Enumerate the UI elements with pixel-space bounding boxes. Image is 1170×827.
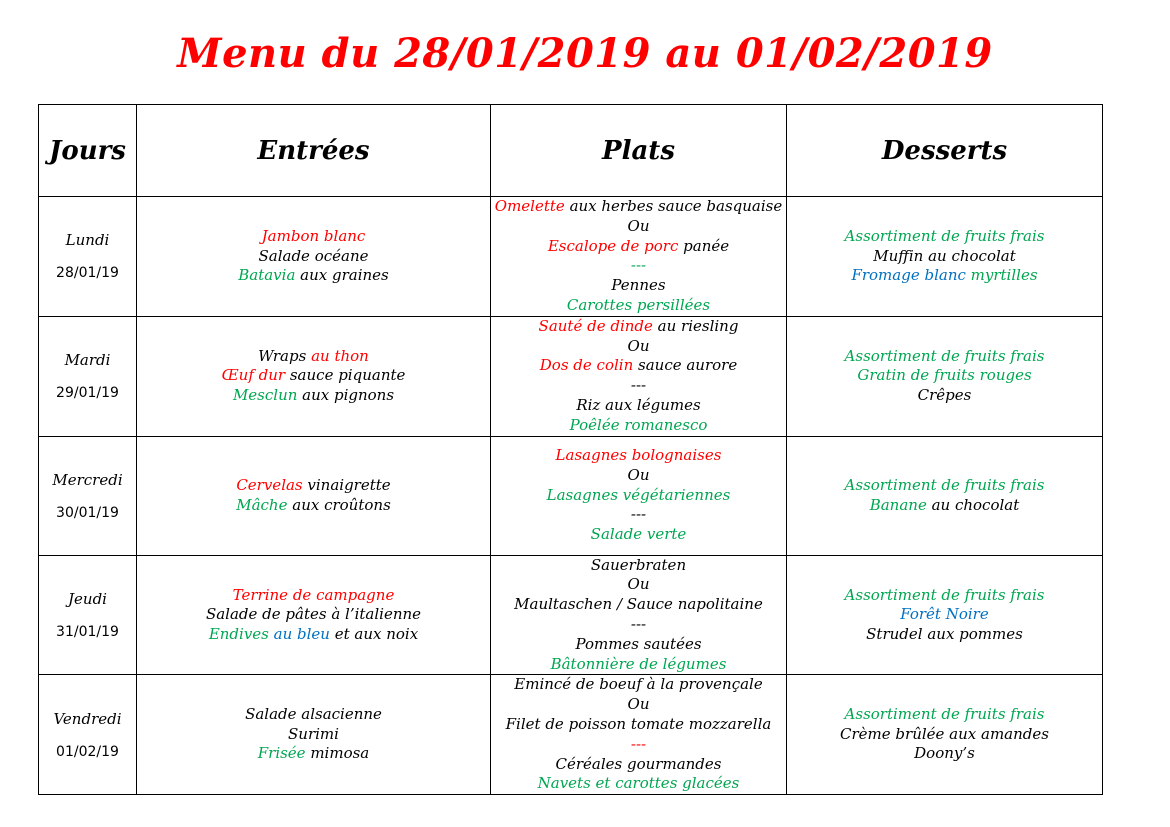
plats-list	[491, 675, 786, 794]
entrees-cell	[137, 436, 491, 555]
menu-text: Sauerbraten	[590, 555, 687, 574]
menu-text: ---	[630, 614, 647, 633]
menu-text: Assortiment de fruits frais	[844, 585, 1045, 604]
menu-text: Ou	[627, 336, 650, 355]
menu-line	[137, 586, 490, 606]
plats-cell	[491, 316, 787, 436]
menu-text: Fromage blanc	[851, 266, 966, 285]
menu-text: Batavia	[238, 266, 296, 285]
entrees-cell	[137, 675, 491, 795]
menu-text: Escalope de porc	[547, 236, 679, 255]
menu-text: mimosa	[305, 744, 370, 763]
menu-text: Poêlée romanesco	[569, 415, 708, 434]
menu-line	[787, 247, 1102, 267]
menu-text: Assortiment de fruits frais	[844, 476, 1045, 495]
menu-text: Carottes persillées	[566, 295, 711, 314]
menu-line	[787, 625, 1102, 645]
menu-line	[787, 725, 1102, 745]
menu-text: Mâche	[236, 495, 288, 514]
menu-text: Wraps	[258, 346, 312, 365]
menu-text: Pommes sautées	[575, 634, 702, 653]
menu-text: vinaigrette	[302, 476, 391, 495]
header-entrees: Entrées	[137, 105, 491, 197]
menu-line	[787, 705, 1102, 725]
page-title: Menu du 28/01/2019 au 01/02/2019	[177, 30, 993, 77]
desserts-cell	[787, 675, 1103, 795]
menu-line	[137, 227, 490, 247]
menu-text: Gratin de fruits rouges	[857, 366, 1032, 385]
plats-cell	[491, 675, 787, 795]
menu-line	[491, 635, 786, 655]
menu-line	[137, 266, 490, 286]
entrees-cell	[137, 316, 491, 436]
menu-line	[491, 595, 786, 615]
menu-text: Dos de colin	[539, 356, 634, 375]
menu-text: sauce aurore	[633, 356, 738, 375]
menu-line	[787, 386, 1102, 406]
desserts-list	[787, 476, 1102, 515]
menu-line	[491, 237, 786, 257]
menu-text: Œuf dur	[221, 366, 286, 385]
menu-text: et aux noix	[329, 624, 419, 643]
menu-text: Salade verte	[590, 525, 687, 544]
desserts-list	[787, 705, 1102, 764]
menu-text: ---	[630, 376, 647, 395]
header-plats: Plats	[491, 105, 787, 197]
menu-text: Bâtonnière de légumes	[550, 654, 727, 673]
menu-line	[491, 556, 786, 576]
plats-list	[491, 317, 786, 436]
menu-line	[491, 256, 786, 276]
menu-line	[491, 466, 786, 486]
menu-line	[491, 615, 786, 635]
menu-text: sauce piquante	[285, 366, 406, 385]
menu-text: Surimi	[288, 724, 339, 743]
menu-text: Doony’s	[914, 744, 975, 763]
day-date: 28/01/19	[56, 265, 119, 282]
menu-text: Muffin au chocolat	[873, 246, 1016, 265]
menu-line	[491, 296, 786, 316]
menu-line	[137, 347, 490, 367]
header-jours: Jours	[39, 105, 137, 197]
menu-line	[491, 774, 786, 794]
day-date: 31/01/19	[56, 623, 119, 640]
menu-text: Salade alsacienne	[245, 705, 382, 724]
day-name: Vendredi	[53, 709, 122, 728]
day-cell	[39, 316, 137, 436]
menu-text: Riz aux légumes	[576, 395, 701, 414]
menu-text: Assortiment de fruits frais	[844, 346, 1045, 365]
menu-line	[491, 376, 786, 396]
menu-line	[137, 605, 490, 625]
desserts-list	[787, 347, 1102, 406]
menu-line	[787, 347, 1102, 367]
menu-text: au thon	[311, 346, 369, 365]
menu-line	[137, 386, 490, 406]
plats-list	[491, 556, 786, 675]
menu-text: Navets et carottes glacées	[537, 774, 740, 793]
menu-text: aux graines	[295, 266, 389, 285]
desserts-list	[787, 227, 1102, 286]
menu-line	[491, 276, 786, 296]
menu-line	[787, 496, 1102, 516]
menu-line	[491, 486, 786, 506]
entrees-list	[137, 476, 490, 515]
day-cell	[39, 197, 137, 317]
entrees-list	[137, 347, 490, 406]
menu-text: Salade de pâtes à l’italienne	[205, 605, 422, 624]
menu-text: Cervelas	[236, 476, 303, 495]
menu-line	[137, 247, 490, 267]
menu-text: au bleu	[273, 624, 330, 643]
menu-line	[137, 625, 490, 645]
desserts-cell	[787, 436, 1103, 555]
menu-line	[491, 755, 786, 775]
menu-line	[491, 416, 786, 436]
plats-cell	[491, 197, 787, 317]
menu-line	[787, 266, 1102, 286]
menu-text: ---	[630, 256, 647, 275]
day-row-mercredi	[39, 436, 1103, 555]
menu-text: Frisée	[257, 744, 306, 763]
menu-text: Lasagnes bolognaises	[555, 446, 722, 465]
menu-line	[787, 476, 1102, 496]
menu-table	[38, 104, 1103, 795]
plats-cell	[491, 436, 787, 555]
day-name: Mercredi	[52, 470, 123, 489]
menu-line	[491, 655, 786, 675]
day-date: 29/01/19	[56, 385, 119, 402]
plats-list	[491, 446, 786, 545]
menu-text: myrtilles	[965, 266, 1038, 285]
menu-text: ---	[630, 734, 647, 753]
menu-line	[491, 197, 786, 217]
menu-text: Banane	[869, 495, 927, 514]
day-row-lundi	[39, 197, 1103, 317]
menu-text: Ou	[627, 465, 650, 484]
menu-text: Crème brûlée aux amandes	[840, 724, 1049, 743]
menu-line	[491, 396, 786, 416]
menu-line	[787, 605, 1102, 625]
menu-text: au riesling	[652, 316, 739, 335]
menu-line	[491, 715, 786, 735]
menu-text: aux herbes sauce basquaise	[564, 197, 783, 215]
entrees-list	[137, 705, 490, 764]
menu-text: panée	[678, 236, 730, 255]
menu-line	[137, 366, 490, 386]
entrees-cell	[137, 555, 491, 675]
day-cell	[39, 555, 137, 675]
desserts-list	[787, 586, 1102, 645]
menu-text: aux croûtons	[287, 495, 391, 514]
menu-line	[137, 476, 490, 496]
menu-line	[491, 337, 786, 357]
menu-text: Assortiment de fruits frais	[844, 227, 1045, 246]
menu-line	[787, 744, 1102, 764]
menu-line	[137, 705, 490, 725]
menu-line	[491, 695, 786, 715]
menu-text: Terrine de campagne	[232, 585, 395, 604]
menu-text: Sauté de dinde	[538, 316, 653, 335]
day-cell	[39, 436, 137, 555]
menu-line	[137, 496, 490, 516]
desserts-cell	[787, 316, 1103, 436]
menu-text: Ou	[627, 575, 650, 594]
menu-text: ---	[630, 505, 647, 524]
day-row-mardi	[39, 316, 1103, 436]
day-date: 01/02/19	[56, 743, 119, 760]
day-row-vendredi	[39, 675, 1103, 795]
menu-text: Forêt Noire	[900, 605, 989, 624]
menu-line	[491, 735, 786, 755]
plats-cell	[491, 555, 787, 675]
menu-text: Céréales gourmandes	[555, 754, 722, 773]
menu-text: Emincé de boeuf à la provençale	[514, 675, 763, 694]
desserts-cell	[787, 555, 1103, 675]
menu-text: Ou	[627, 695, 650, 714]
menu-line	[491, 446, 786, 466]
menu-line	[491, 525, 786, 545]
menu-text: Salade océane	[258, 246, 369, 265]
menu-line	[491, 317, 786, 337]
day-name: Jeudi	[68, 589, 107, 608]
day-cell	[39, 675, 137, 795]
menu-line	[137, 744, 490, 764]
menu-text: Strudel aux pommes	[866, 624, 1023, 643]
menu-text: au chocolat	[926, 495, 1020, 514]
desserts-cell	[787, 197, 1103, 317]
menu-text: Crêpes	[917, 385, 972, 404]
menu-line	[491, 505, 786, 525]
menu-text: Maultaschen / Sauce napolitaine	[514, 595, 763, 614]
menu-line	[787, 586, 1102, 606]
day-name: Lundi	[65, 231, 110, 250]
menu-line	[491, 356, 786, 376]
menu-line	[491, 575, 786, 595]
day-date: 30/01/19	[56, 504, 119, 521]
header-desserts: Desserts	[787, 105, 1103, 197]
menu-text: Pennes	[611, 276, 666, 295]
day-name: Mardi	[64, 351, 111, 370]
plats-list	[491, 197, 786, 316]
menu-text: Ou	[627, 216, 650, 235]
menu-line	[137, 725, 490, 745]
menu-text: Endives	[208, 624, 274, 643]
menu-text: aux pignons	[297, 385, 395, 404]
menu-line	[787, 366, 1102, 386]
entrees-list	[137, 227, 490, 286]
entrees-list	[137, 586, 490, 645]
menu-line	[491, 217, 786, 237]
menu-text: Jambon blanc	[261, 227, 366, 246]
menu-text: Filet de poisson tomate mozzarella	[505, 714, 772, 733]
menu-text: Mesclun	[232, 385, 298, 404]
menu-text: Assortiment de fruits frais	[844, 705, 1045, 724]
entrees-cell	[137, 197, 491, 317]
menu-line	[491, 675, 786, 695]
header-row	[39, 105, 1103, 197]
day-row-jeudi	[39, 555, 1103, 675]
menu-text: Omelette	[494, 197, 565, 215]
menu-text: Lasagnes végétariennes	[546, 485, 731, 504]
menu-line	[787, 227, 1102, 247]
